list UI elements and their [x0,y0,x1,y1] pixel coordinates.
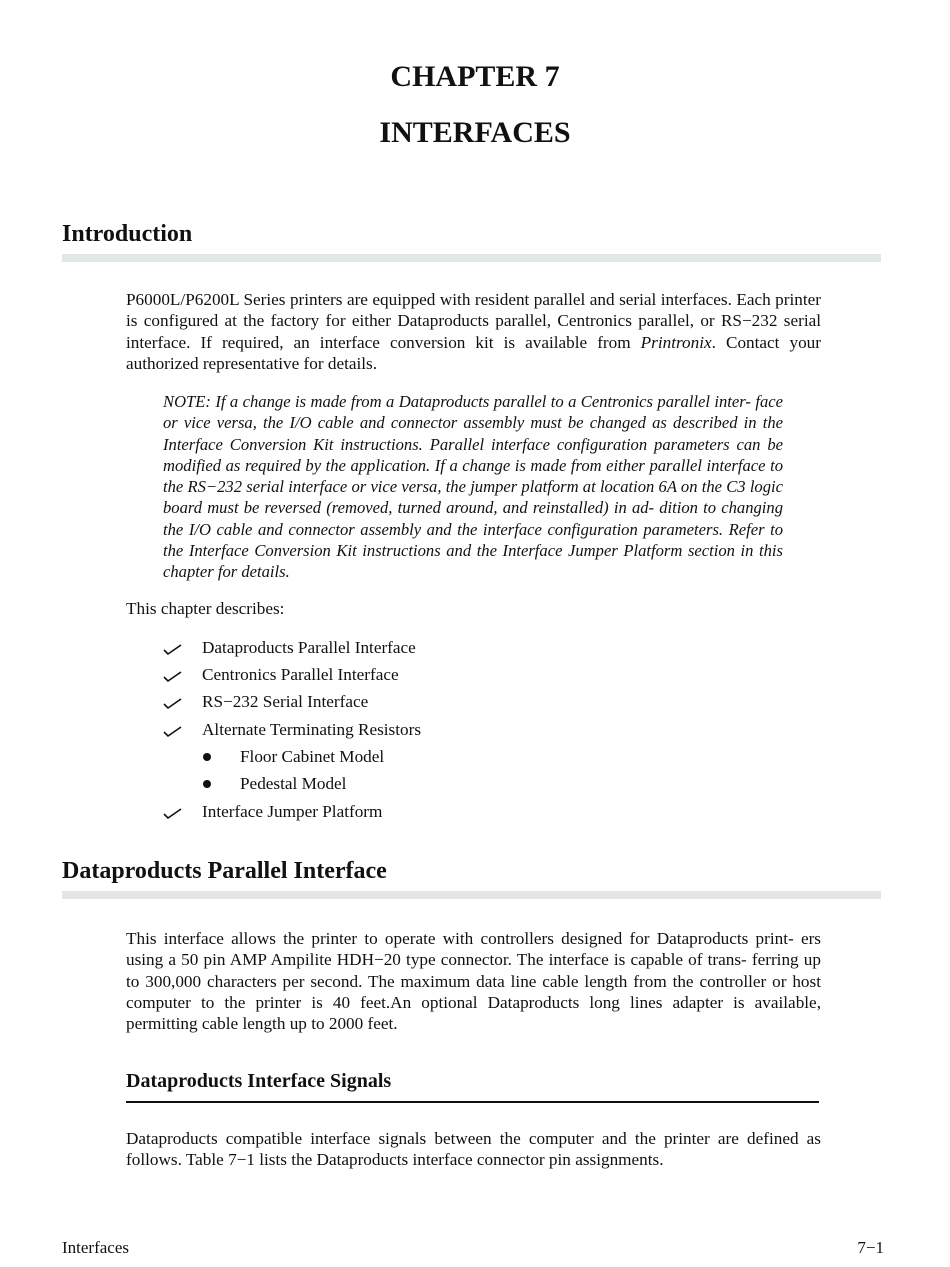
describes-label: This chapter describes: [126,599,285,618]
bullet-icon [203,753,211,761]
list-item: Dataproducts Parallel Interface [202,638,416,657]
check-icon [163,723,183,739]
check-icon [163,805,183,821]
check-icon [163,695,183,711]
intro-text-part-3: . Contact your authorized representative for details. [126,332,821,373]
subsection-heading-signals: Dataproducts Interface Signals [126,1070,392,1092]
list-item: RS−232 Serial Interface [202,692,369,711]
footer-section-name: Interfaces [62,1238,130,1257]
footer-page-number: 7−1 [857,1238,884,1257]
dataproducts-paragraph: This interface allows the printer to operate with controllers designed for Dataproducts print- ers using a 50 pin AMP Ampilite HDH−20 type connector. The interface is capable of trans- ferring up to 300,000 characters per second. The maximum data line cable length from the controller or host computer to the printer is 40 feet.An optional Dataproducts long lines adapter is available, permitting cable length up to 2000 feet. [126,929,821,1034]
section-heading-introduction: Introduction [62,221,193,247]
chapter-title: INTERFACES [379,116,571,149]
intro-brand-name: Printronix [640,332,712,352]
section-rule [62,891,881,899]
chapter-number: CHAPTER 7 [390,60,560,93]
note-paragraph: NOTE: If a change is made from a Dataproducts parallel to a Centronics parallel inter- face or vice versa, the I/O cable and connector assembly must be changed as described in the Interface Conversion Kit instructions. Parallel interface configuration parameters can be modified as required by the application. If a change is made from either parallel interface to the RS−232 serial interface or vice versa, the jumper platform at location 6A on the C3 logic board must be reversed (removed, turned around, and reinstalled) in ad- dition to changing the I/O cable and connector assembly and the interface configuration parameters. Refer to the Interface Conversion Kit instructions and the Interface Jumper Platform section in this chapter for details. [163,392,783,582]
list-item: Alternate Terminating Resistors [202,720,422,739]
check-icon [163,668,183,684]
subsection-rule [126,1101,819,1103]
list-item: Interface Jumper Platform [202,802,383,821]
bullet-icon [203,780,211,788]
signals-paragraph: Dataproducts compatible interface signals between the computer and the printer are defined as follows. Table 7−1 lists the Dataproducts interface connector pin assignments. [126,1129,821,1170]
section-rule [62,254,881,262]
intro-text-part-1: P6000L/P6200L Series printers are equipped with resident parallel and serial interfaces. Each printer is configured at the factory for either Dataproducts parallel, Centronics parallel, or RS−232 serial interface. If required, an interface conversion kit is available from [126,290,821,352]
check-icon [163,641,183,657]
section-heading-dataproducts: Dataproducts Parallel Interface [62,858,387,884]
list-subitem: Pedestal Model [240,774,347,793]
list-item: Centronics Parallel Interface [202,665,399,684]
intro-paragraph [126,289,821,374]
list-subitem: Floor Cabinet Model [240,747,385,766]
